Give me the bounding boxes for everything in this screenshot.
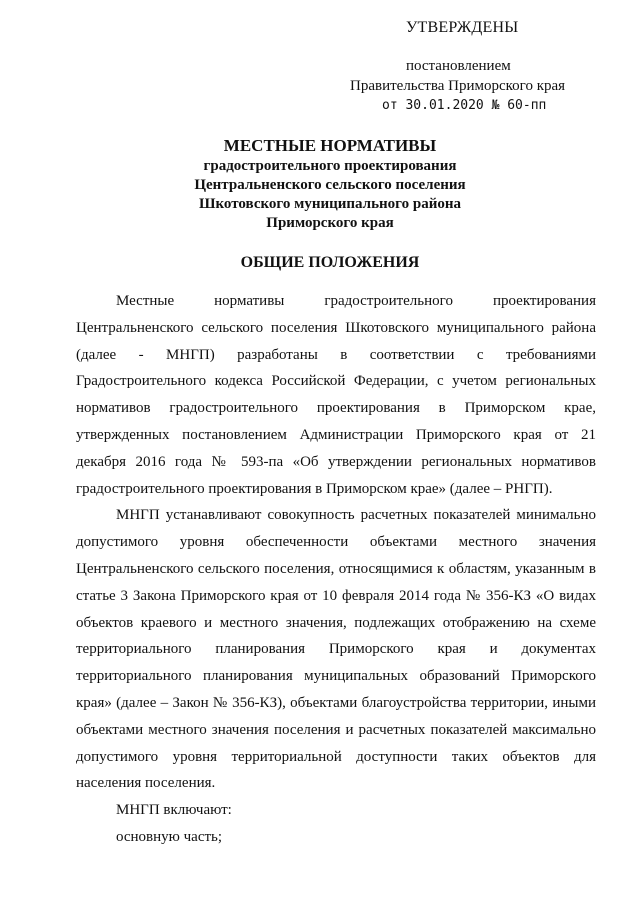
approval-line-decree: постановлением [406,58,511,74]
section-heading: ОБЩИЕ ПОЛОЖЕНИЯ [240,254,420,271]
approval-line-government: Правительства Приморского края [350,78,566,94]
paragraph: МНГП устанавливают совокупность расчетных показателей минимально допустимого уровня обеспеченности объектами местного значения Центральненского сельского поселения, относящимися к областям, указанным в статье 3 Закона Приморского края от 10 февраля 2014 года № 356-КЗ «О видах объектов краевого и местного значения, подлежащих отображению на схеме территориального планирования Приморского края и документах территориального планирования муниципальных образований Приморского края» (далее – Закон № 356-КЗ), объектами благоустройства территории, иными объектами местного значения поселения и расчетных показателей максимально допустимого уровня территориальной доступности таких объектов для населения поселения. [76,507,596,792]
paragraph: МНГП включают: [116,802,232,819]
title-line-5: Приморского края [266,215,394,231]
approval-block [350,18,610,116]
document-body [76,288,596,851]
approval-line-date-number: от 30.01.2020 № 60-пп [382,98,547,113]
paragraph: Местные нормативы градостроительного проектирования Центральненского сельского поселения Шкотовского муниципального района (далее - МНГП) разработаны в соответствии с требованиями Градостроительного кодекса Российской Федерации, с учетом региональных нормативов градостроительного проектирования в Приморском крае, утвержденных постановлением Администрации Приморского края от 21 декабря 2016 года № 593-па «Об утверждении региональных нормативов градостроительного проектирования в Приморском крае» (далее – РНГП). [76,293,596,497]
title-line-2: градостроительного проектирования [203,158,457,174]
title-line-4: Шкотовского муниципального района [199,196,461,212]
title-line-3: Центральненского сельского поселения [194,177,466,193]
approval-heading: УТВЕРЖДЕНЫ [406,19,519,36]
paragraph: основную часть; [116,828,223,845]
document-title [60,136,600,233]
title-main: МЕСТНЫЕ НОРМАТИВЫ [223,136,437,155]
